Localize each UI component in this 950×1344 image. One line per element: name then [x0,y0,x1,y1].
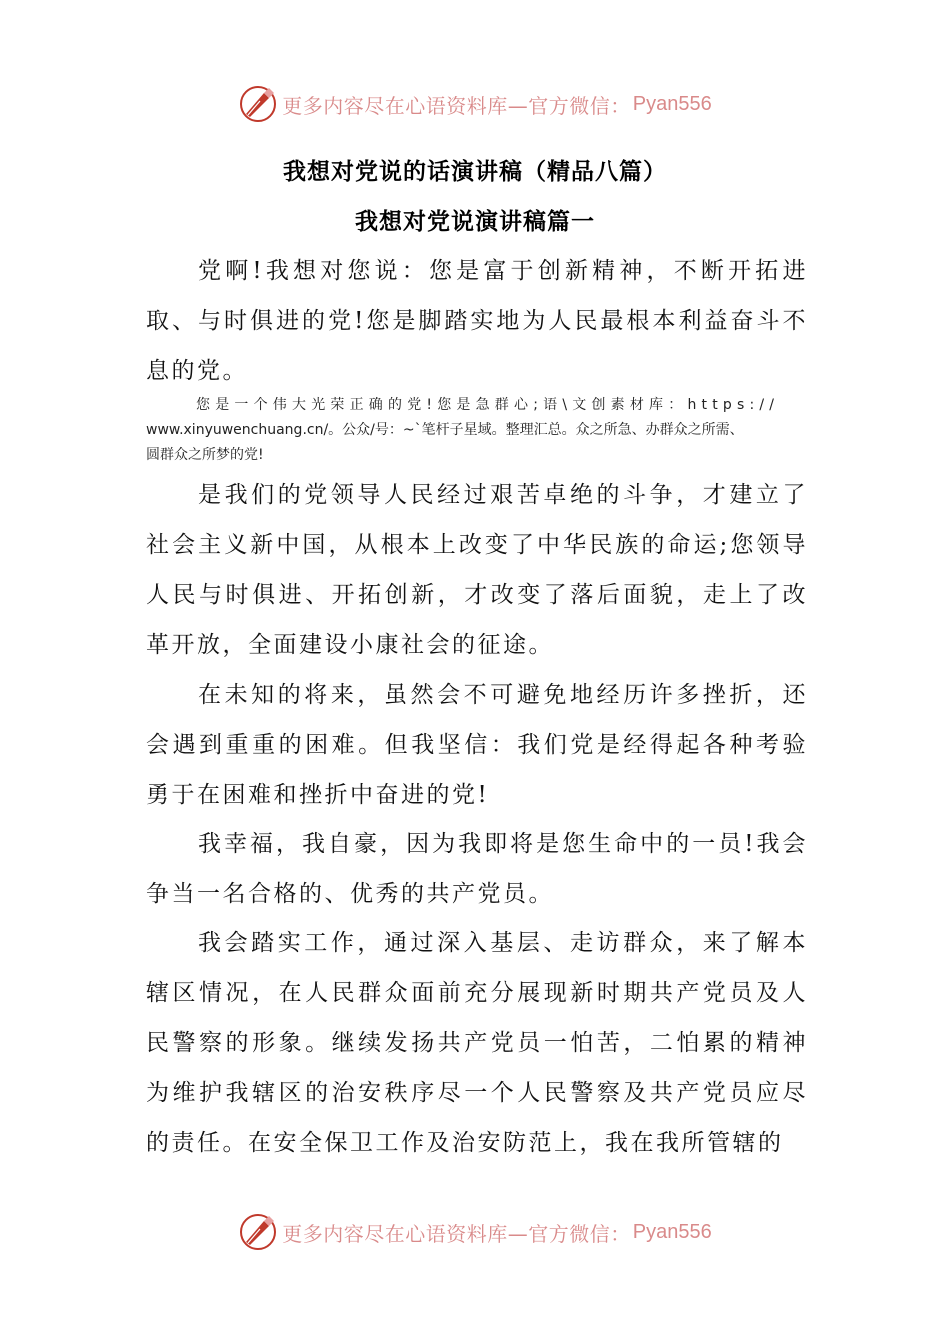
banner-text: 更多内容尽在心语资料库—官方微信： [282,93,631,118]
document-title: 我想对党说的话演讲稿（精品八篇） [283,159,667,185]
pen-nib-logo-icon [238,1212,278,1252]
paragraph-2: 是我们的党领导人民经过艰苦卓绝的斗争，才建立了社会主义新中国，从根本上改变了中华民族的命运;您领导人民与时俱进、开拓创新，才改变了落后面貌，走上了改革开放，全面建设小康社会的征途。 [146,482,808,658]
section-title: 我想对党说演讲稿篇一 [355,209,595,235]
small-note [146,393,812,468]
small-note-line-3: 圆群众之所梦的党! [146,447,264,463]
pen-nib-logo-icon [238,84,278,124]
banner-wechat-handle: Pyan556 [632,1220,712,1243]
footer-banner [0,1212,950,1252]
paragraph-3: 在未知的将来，虽然会不可避免地经历许多挫折，还会遇到重重的困难。但我坚信：我们党是经得起各种考验勇于在困难和挫折中奋进的党! [146,682,808,808]
paragraph-1: 党啊!我想对您说：您是富于创新精神，不断开拓进取、与时俱进的党!您是脚踏实地为人民最根本利益奋斗不息的党。 [146,258,808,384]
banner-text: 更多内容尽在心语资料库—官方微信： [282,1221,631,1246]
small-note-line-1: 您是一个伟大光荣正确的党!您是急群心;语\文创素材库：https:// [196,397,780,413]
small-note-line-2: www.xinyuwenchuang.cn/。公众/号：~`笔杆子星域。整理汇总。众之所急、办群众之所需、 [146,422,744,438]
banner-wechat-handle: Pyan556 [632,92,712,115]
header-banner [0,84,950,124]
paragraph-5: 我会踏实工作，通过深入基层、走访群众，来了解本辖区情况，在人民群众面前充分展现新时期共产党员及人民警察的形象。继续发扬共产党员一怕苦，二怕累的精神为维护我辖区的治安秩序尽一个人民警察及共产党员应尽的责任。在安全保卫工作及治安防范上，我在我所管辖的 [146,930,808,1156]
paragraph-4: 我幸福，我自豪，因为我即将是您生命中的一员!我会争当一名合格的、优秀的共产党员。 [146,831,808,907]
